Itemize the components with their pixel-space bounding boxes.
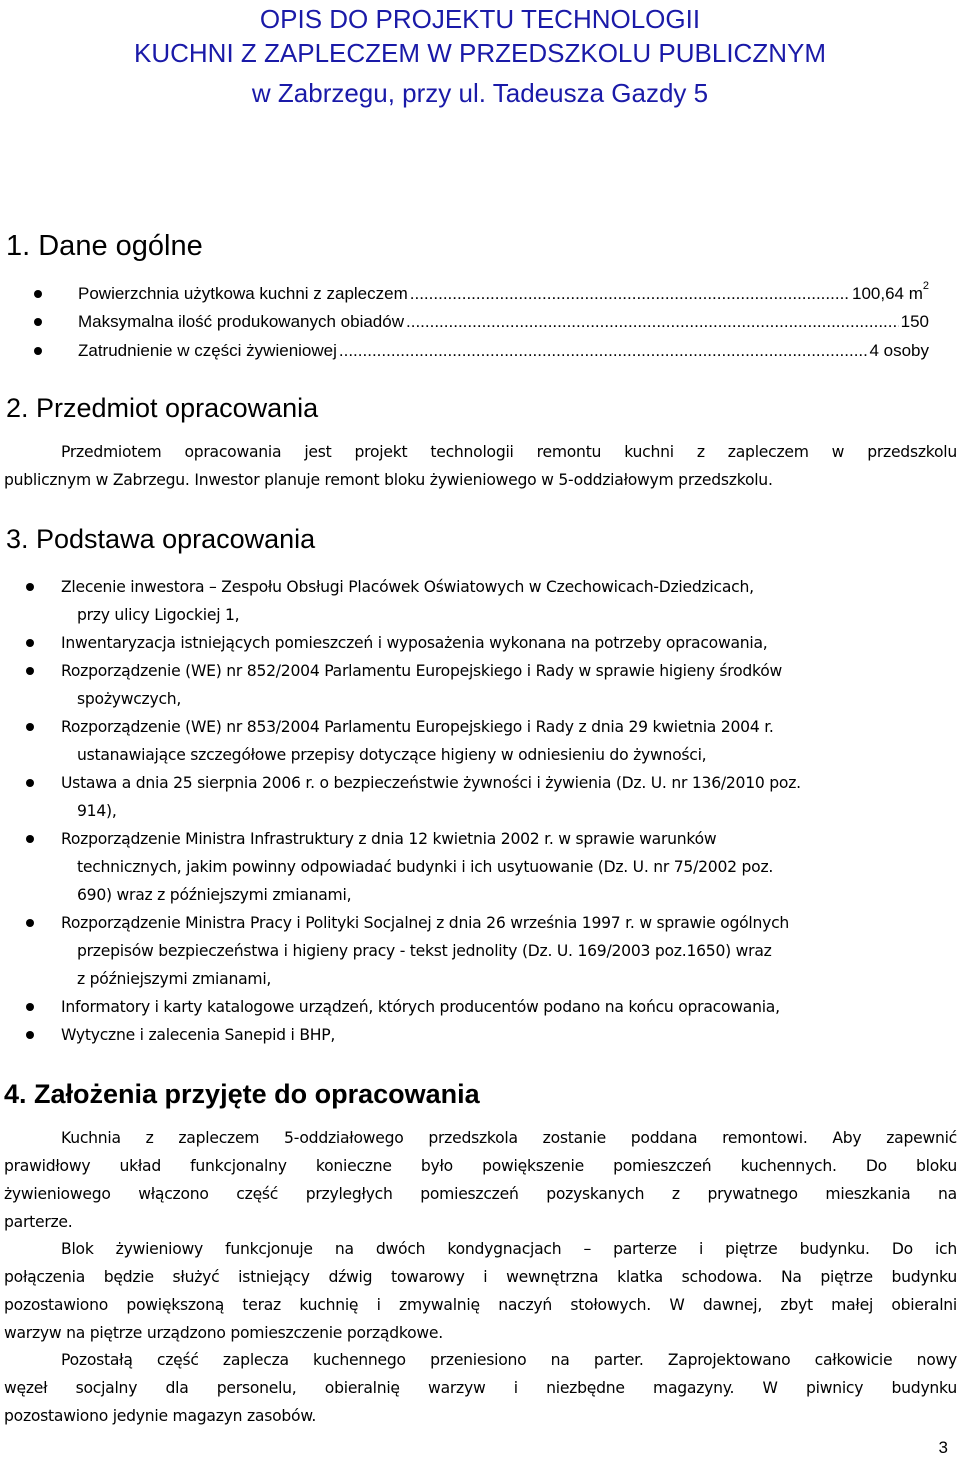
- section-4-p1-line: parterze.: [4, 1213, 73, 1231]
- source-line: Rozporządzenie (WE) nr 853/2004 Parlamentu Europejskiego i Rady z dnia 29 kwietnia 2004 r.: [61, 718, 774, 736]
- section-4-p2-line: Blok żywieniowy funkcjonuje na dwóch kondygnacjach – parterze i piętrze budynku. Do ich: [61, 1240, 957, 1258]
- data-row-label: Powierzchnia użytkowa kuchni z zapleczem: [78, 284, 408, 303]
- dot-leader: [406, 312, 899, 332]
- source-line: 914),: [77, 802, 117, 820]
- dot-leader: [339, 341, 868, 361]
- section-4-p1-line: żywieniowego włączono część przyległych pomieszczeń pozyskanych z prywatnego mieszkania na: [4, 1185, 957, 1203]
- source-line: przy ulicy Ligockiej 1,: [77, 606, 240, 624]
- source-list-item: [61, 713, 956, 769]
- bullet-icon: [26, 919, 34, 927]
- source-line: przepisów bezpieczeństwa i higieny pracy - tekst jednolity (Dz. U. 169/2003 poz.1650) wraz: [77, 942, 772, 960]
- source-list-item: [61, 657, 956, 713]
- source-list-item: [61, 909, 956, 993]
- section-4-p1-line: prawidłowy układ funkcjonalny konieczne było powiększenie pomieszczeń kuchennych. Do bloku: [4, 1157, 957, 1175]
- source-line: spożywczych,: [77, 690, 182, 708]
- source-list-item: [61, 629, 956, 657]
- source-list-item: [61, 993, 956, 1021]
- data-row-value: 150: [900, 312, 929, 331]
- source-line: Rozporządzenie Ministra Infrastruktury z dnia 12 kwietnia 2002 r. w sprawie warunków: [61, 830, 717, 848]
- bullet-icon: [26, 779, 34, 787]
- page-number: 3: [938, 1438, 948, 1457]
- bullet-icon: [26, 667, 34, 675]
- data-row-label: Maksymalna ilość produkowanych obiadów: [78, 312, 404, 331]
- section-4-p2-line: warzyw na piętrze urządzono pomieszczenie porządkowe.: [4, 1324, 443, 1342]
- dot-leader: [410, 284, 850, 304]
- data-row-value: 100,64 $m^2$: [851, 280, 929, 303]
- data-row-area: [78, 280, 929, 308]
- bullet-icon: [26, 835, 34, 843]
- source-list-item: [61, 573, 956, 629]
- section-4-p2-line: pozostawiono powiększoną teraz kuchnię i zmywalnię naczyń stołowych. W dawnej, zbyt małej obieralni: [4, 1296, 957, 1314]
- data-row-label: Zatrudnienie w części żywieniowej: [78, 341, 337, 360]
- bullet-icon: [34, 318, 42, 326]
- source-line: technicznych, jakim powinny odpowiadać budynki i ich usytuowanie (Dz. U. nr 75/2002 poz.: [77, 858, 774, 876]
- source-line: Rozporządzenie (WE) nr 852/2004 Parlamentu Europejskiego i Rady w sprawie higieny środków: [61, 662, 783, 680]
- source-line: Zlecenie inwestora – Zespołu Obsługi Placówek Oświatowych w Czechowicach-Dziedzicach,: [61, 578, 754, 596]
- bullet-icon: [26, 639, 34, 647]
- source-line: ustanawiające szczegółowe przepisy dotyczące higieny w odniesieniu do żywności,: [77, 746, 707, 764]
- section-2-paragraph-line-1: Przedmiotem opracowania jest projekt technologii remontu kuchni z zapleczem w przedszkolu: [61, 443, 957, 461]
- source-line: Rozporządzenie Ministra Pracy i Polityki Socjalnej z dnia 26 września 1997 r. w sprawie ogólnych: [61, 914, 790, 932]
- bullet-icon: [26, 583, 34, 591]
- source-list-item: [61, 1021, 956, 1049]
- section-4-p3-line: węzeł socjalny dla personelu, obieralnię warzyw i niezbędne magazyny. W piwnicy budynku: [4, 1379, 957, 1397]
- section-4-heading: 4. Założenia przyjęte do opracowania: [4, 1079, 480, 1109]
- bullet-icon: [26, 1031, 34, 1039]
- title-line-2: KUCHNI Z ZAPLECZEM W PRZEDSZKOLU PUBLICZNYM: [134, 38, 826, 68]
- section-4-p1-line: Kuchnia z zapleczem 5-oddziałowego przedszkola zostanie poddana remontowi. Aby zapewnić: [61, 1129, 957, 1147]
- bullet-icon: [34, 347, 42, 355]
- section-3-heading: 3. Podstawa opracowania: [6, 524, 316, 554]
- source-line: Wytyczne i zalecenia Sanepid i BHP,: [61, 1026, 336, 1044]
- source-list-item: [61, 769, 956, 825]
- data-row-value: 4 osoby: [869, 341, 929, 360]
- section-1-heading: 1. Dane ogólne: [6, 230, 203, 262]
- source-list-item: [61, 825, 956, 909]
- section-4-p2-line: połączenia będzie służyć istniejący dźwig towarowy i wewnętrzna klatka schodowa. Na piętrze budynku: [4, 1268, 957, 1286]
- data-row-meals: [78, 308, 929, 336]
- data-row-staff: [78, 337, 929, 365]
- source-line: z późniejszymi zmianami,: [77, 970, 272, 988]
- bullet-icon: [26, 1003, 34, 1011]
- bullet-icon: [34, 290, 42, 298]
- source-line: Informatory i karty katalogowe urządzeń, których producentów podano na końcu opracowania,: [61, 998, 780, 1016]
- section-2-heading: 2. Przedmiot opracowania: [6, 393, 319, 423]
- source-line: Inwentaryzacja istniejących pomieszczeń i wyposażenia wykonana na potrzeby opracowania,: [61, 634, 768, 652]
- source-line: 690) wraz z późniejszymi zmianami,: [77, 886, 352, 904]
- section-4-p3-line: Pozostałą część zaplecza kuchennego przeniesiono na parter. Zaprojektowano całkowicie nowy: [61, 1351, 957, 1369]
- title-line-3: w Zabrzegu, przy ul. Tadeusza Gazdy 5: [251, 78, 709, 108]
- section-4-p3-line: pozostawiono jedynie magazyn zasobów.: [4, 1407, 317, 1425]
- section-2-paragraph-line-2: publicznym w Zabrzegu. Inwestor planuje remont bloku żywieniowego w 5-oddziałowym przedszkolu.: [4, 471, 773, 489]
- title-line-1: OPIS DO PROJEKTU TECHNOLOGII: [259, 4, 701, 34]
- bullet-icon: [26, 723, 34, 731]
- source-line: Ustawa a dnia 25 sierpnia 2006 r. o bezpieczeństwie żywności i żywienia (Dz. U. nr 136/2010 poz.: [61, 774, 801, 792]
